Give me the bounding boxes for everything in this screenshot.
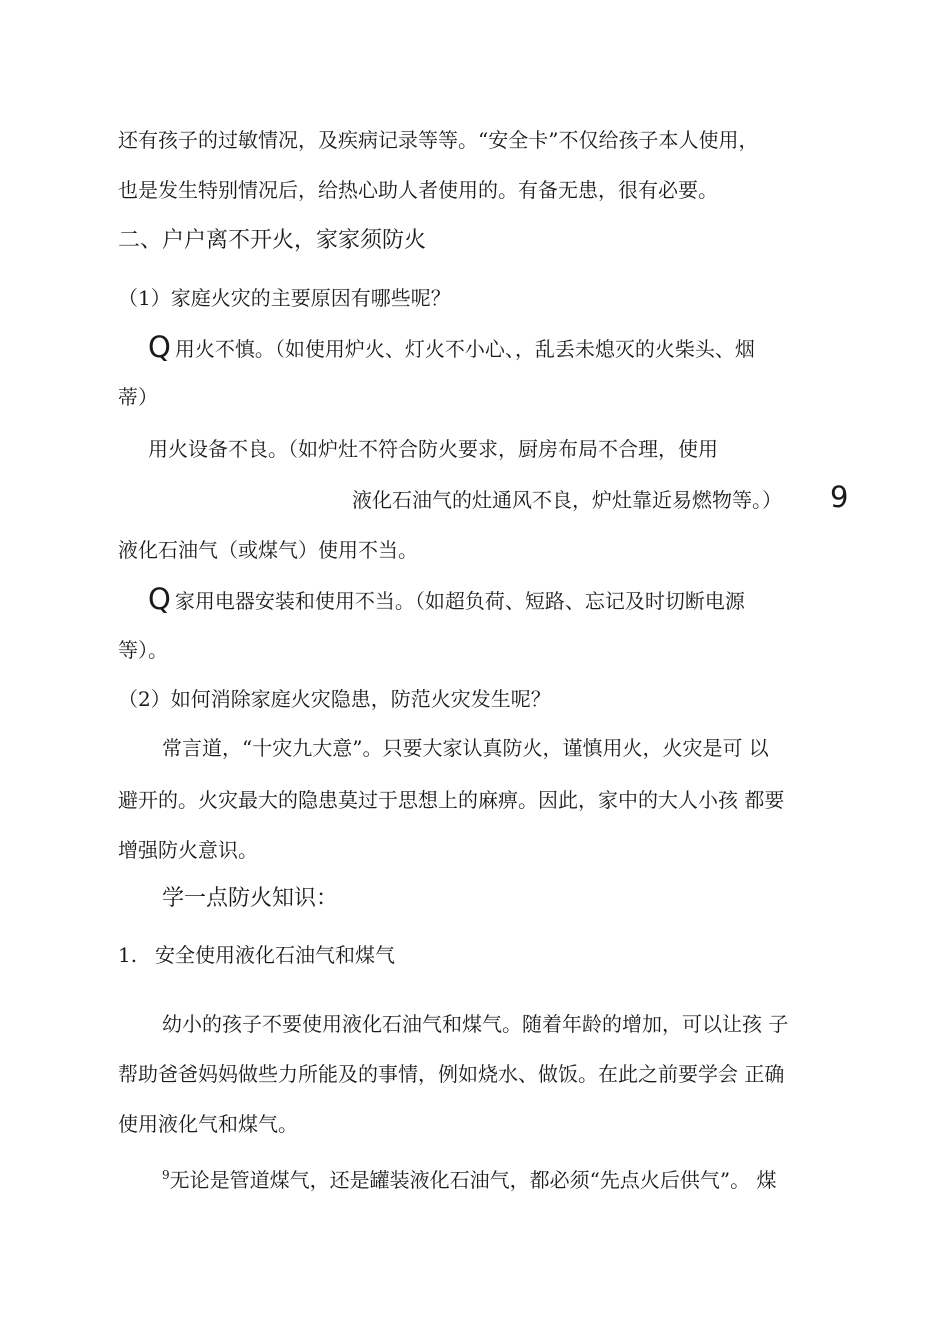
paragraph-line: 常言道，“十灾九大意”。只要大家认真防火，谨慎用火，火灾是可 以 xyxy=(162,736,769,760)
bullet-q-icon: Q xyxy=(148,582,171,616)
bullet-continuation: 等）。 xyxy=(118,638,168,662)
bullet-text: 液化石油气（或煤气）使用不当。 xyxy=(118,538,418,562)
text-line: 也是发生特别情况后，给热心助人者使用的。有备无患，很有必要。 xyxy=(118,178,718,202)
superscript-marker: 9 xyxy=(162,1168,170,1182)
bullet-text: 家用电器安装和使用不当。（如超负荷、短路、忘记及时切断电源 xyxy=(174,589,745,613)
bullet-nine-icon: 9 xyxy=(830,480,849,514)
paragraph-line: 使用液化气和煤气。 xyxy=(118,1112,298,1136)
text-line: 还有孩子的过敏情况，及疾病记录等等。“安全卡”不仅给孩子本人使用， xyxy=(118,128,759,152)
paragraph-line: 帮助爸爸妈妈做些力所能及的事情，例如烧水、做饭。在此之前要学会 正确 xyxy=(118,1062,785,1086)
paragraph-text: 无论是管道煤气，还是罐装液化石油气，都必须“先点火后供气”。 煤 xyxy=(169,1168,777,1192)
section-heading: 二、户户离不开火，家家须防火 xyxy=(118,228,427,253)
bullet-item xyxy=(148,582,745,616)
list-item-title: 安全使用液化石油气和煤气 xyxy=(155,943,395,967)
bullet-item xyxy=(148,330,755,364)
paragraph-line xyxy=(162,1163,776,1192)
paragraph-line: 避开的。火灾最大的隐患莫过于思想上的麻痹。因此，家中的大人小孩 都要 xyxy=(118,788,785,812)
bullet-q-icon: Q xyxy=(148,330,171,364)
paragraph-line: 幼小的孩子不要使用液化石油气和煤气。随着年龄的增加，可以让孩 子 xyxy=(162,1012,789,1036)
question-heading: （2）如何消除家庭火灾隐患，防范火灾发生呢？ xyxy=(118,687,551,711)
list-item-number: 1. xyxy=(118,943,138,967)
bullet-continuation: 液化石油气的灶通风不良，炉灶靠近易燃物等。） xyxy=(352,488,782,512)
bullet-text: 用火设备不良。（如炉灶不符合防火要求，厨房布局不合理，使用 xyxy=(148,437,718,461)
bullet-continuation: 蒂） xyxy=(118,385,158,409)
question-heading: （1）家庭火灾的主要原因有哪些呢？ xyxy=(118,286,451,310)
paragraph-line: 增强防火意识。 xyxy=(118,838,258,862)
subheading: 学一点防火知识： xyxy=(162,886,339,911)
bullet-text: 用火不慎。（如使用炉火、灯火不小心、，乱丢未熄灭的火柴头、烟 xyxy=(174,337,755,361)
